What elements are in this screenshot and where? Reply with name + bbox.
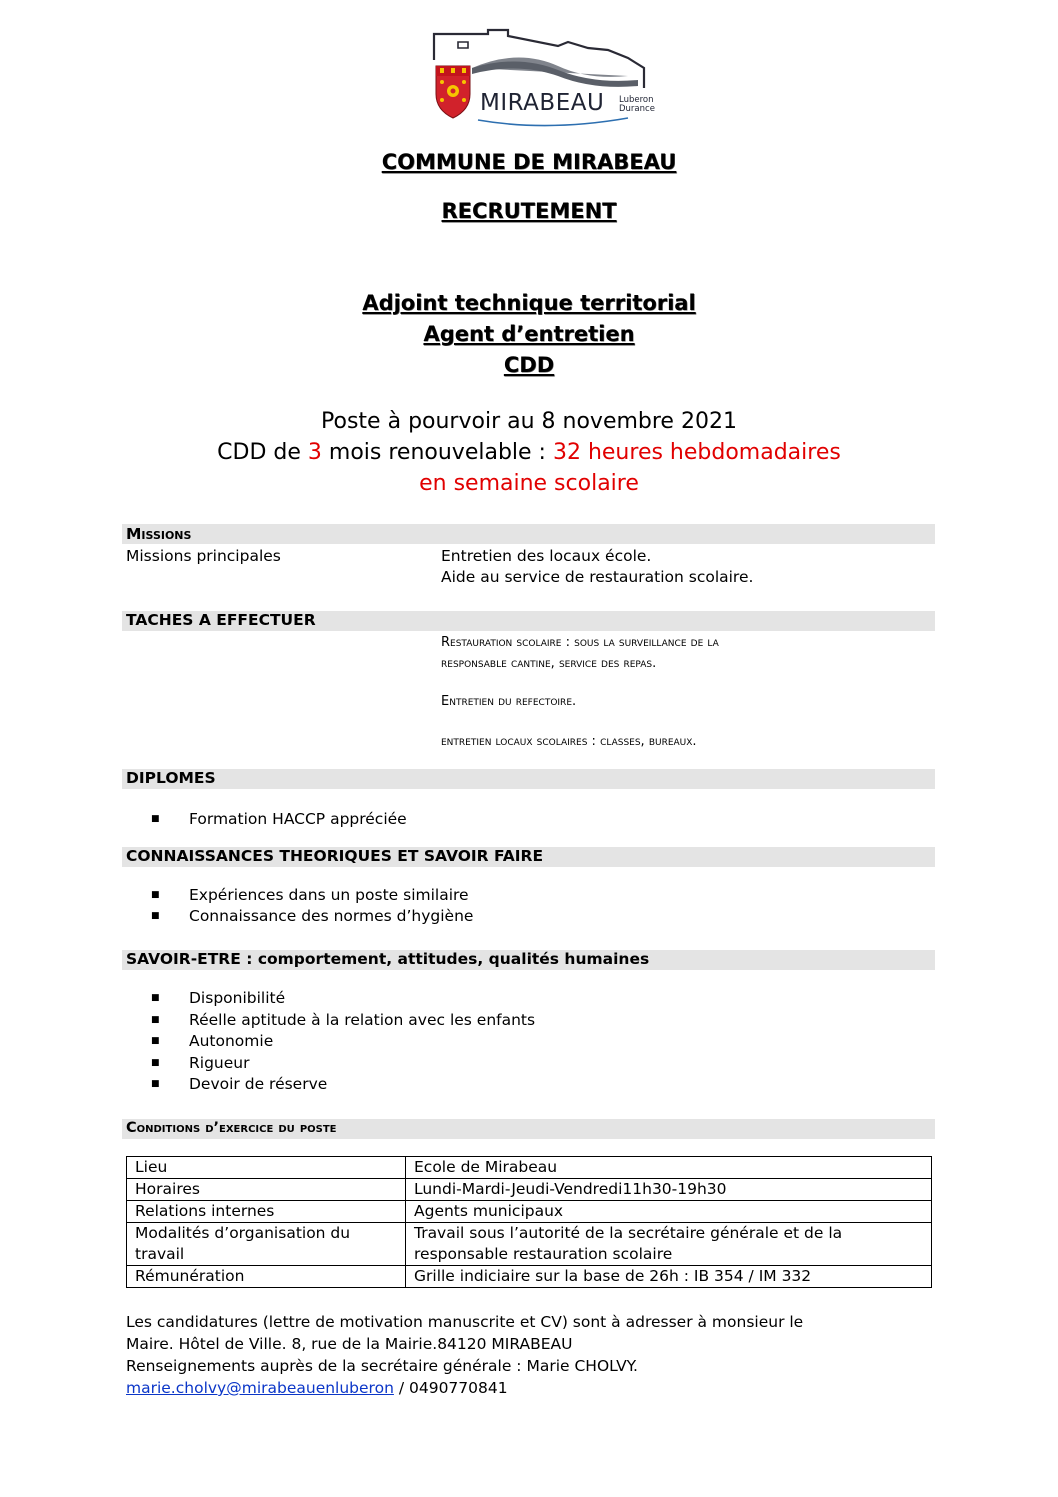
table-cell-value: Grille indiciaire sur la base de 26h : IB 354 / IM 332 — [406, 1266, 932, 1288]
table-cell-label: Relations internes — [127, 1201, 406, 1223]
bullet-icon: ■ — [151, 1036, 160, 1046]
table-cell-label: Horaires — [127, 1179, 406, 1201]
missions-label: Missions principales — [126, 547, 281, 565]
table-cell-value: Lundi-Mardi-Jeudi-Vendredi11h30-19h30 — [406, 1179, 932, 1201]
connaissance-item: Expériences dans un poste similaire — [189, 886, 469, 904]
bullet-icon: ■ — [151, 890, 160, 900]
bullet-icon: ■ — [151, 1058, 160, 1068]
bullet-icon: ■ — [151, 993, 160, 1003]
savoir-etre-item: Rigueur — [189, 1054, 250, 1072]
connaissance-item: Connaissance des normes d’hygiène — [189, 907, 474, 925]
commune-title: COMMUNE DE MIRABEAU — [381, 150, 677, 174]
bullet-icon: ■ — [151, 814, 160, 824]
diplome-item: Formation HACCP appréciée — [189, 810, 407, 828]
savoir-etre-item: Disponibilité — [189, 989, 286, 1007]
footer-line: Maire. Hôtel de Ville. 8, rue de la Mairie.84120 MIRABEAU — [126, 1335, 573, 1353]
section-heading-savoir-etre: SAVOIR-ETRE : comportement, attitudes, qualités humaines — [126, 950, 650, 968]
intro-date: Poste à pourvoir au 8 novembre 2021 — [321, 409, 737, 434]
intro-schedule: en semaine scolaire — [419, 471, 639, 496]
bullet-icon: ■ — [151, 1015, 160, 1025]
logo-subtitle: Luberon Durance — [619, 95, 655, 114]
savoir-etre-item: Réelle aptitude à la relation avec les enfants — [189, 1011, 536, 1029]
recrutement-title: RECRUTEMENT — [441, 199, 617, 223]
section-heading-connaissances: CONNAISSANCES THEORIQUES ET SAVOIR FAIRE — [126, 847, 544, 865]
intro-block — [0, 406, 1058, 499]
table-cell-value: Travail sous l’autorité de la secrétaire générale et de la responsable restauration scolaire — [406, 1223, 932, 1266]
table-cell-label: Lieu — [127, 1157, 406, 1179]
table-cell-label: Modalités d’organisation du travail — [127, 1223, 406, 1266]
tache-item: Entretien du refectoire. — [441, 694, 577, 709]
section-bar-missions — [122, 524, 935, 544]
job-title-2: Agent d’entretien — [423, 322, 635, 346]
savoir-etre-item: Autonomie — [189, 1032, 274, 1050]
mission-item: Entretien des locaux école. — [441, 547, 652, 565]
table-row — [127, 1266, 932, 1288]
phone-number: / 0490770841 — [393, 1379, 508, 1397]
bullet-icon: ■ — [151, 911, 160, 921]
email-link[interactable]: marie.cholvy@mirabeauenluberon — [126, 1379, 394, 1397]
section-bar-diplomes — [122, 769, 935, 789]
tache-item: Restauration scolaire : sous la surveillance de la — [441, 635, 719, 650]
table-cell-value: Agents municipaux — [406, 1201, 932, 1223]
section-heading-conditions: Conditions d’exercice du poste — [126, 1120, 337, 1136]
footer-line: Renseignements auprès de la secrétaire générale : Marie CHOLVY. — [126, 1357, 638, 1375]
section-heading-missions: Missions — [126, 525, 192, 543]
application-info — [126, 1311, 926, 1399]
section-heading-diplomes: DIPLOMES — [126, 769, 216, 787]
bullet-icon: ■ — [151, 1079, 160, 1089]
job-title-1: Adjoint technique territorial — [362, 291, 696, 315]
section-heading-taches: TACHES A EFFECTUER — [126, 611, 316, 629]
job-title-block — [0, 288, 1058, 381]
tache-item: responsable cantine, service des repas. — [441, 656, 657, 671]
table-cell-value: Ecole de Mirabeau — [406, 1157, 932, 1179]
intro-contract: CDD de 3 mois renouvelable : 32 heures hebdomadaires — [217, 440, 841, 465]
mission-item: Aide au service de restauration scolaire. — [441, 568, 754, 586]
table-row — [127, 1223, 932, 1266]
tache-item: entretien locaux scolaires : classes, bureaux. — [441, 734, 697, 749]
footer-line: Les candidatures (lettre de motivation manuscrite et CV) sont à adresser à monsieur le — [126, 1313, 804, 1331]
conditions-table — [126, 1156, 932, 1288]
table-row — [127, 1201, 932, 1223]
table-row — [127, 1179, 932, 1201]
job-title-3: CDD — [503, 353, 555, 377]
contact-line — [126, 1377, 926, 1399]
table-cell-label: Rémunération — [127, 1266, 406, 1288]
logo-brand: MIRABEAU — [480, 90, 605, 116]
table-row — [127, 1157, 932, 1179]
savoir-etre-item: Devoir de réserve — [189, 1075, 328, 1093]
